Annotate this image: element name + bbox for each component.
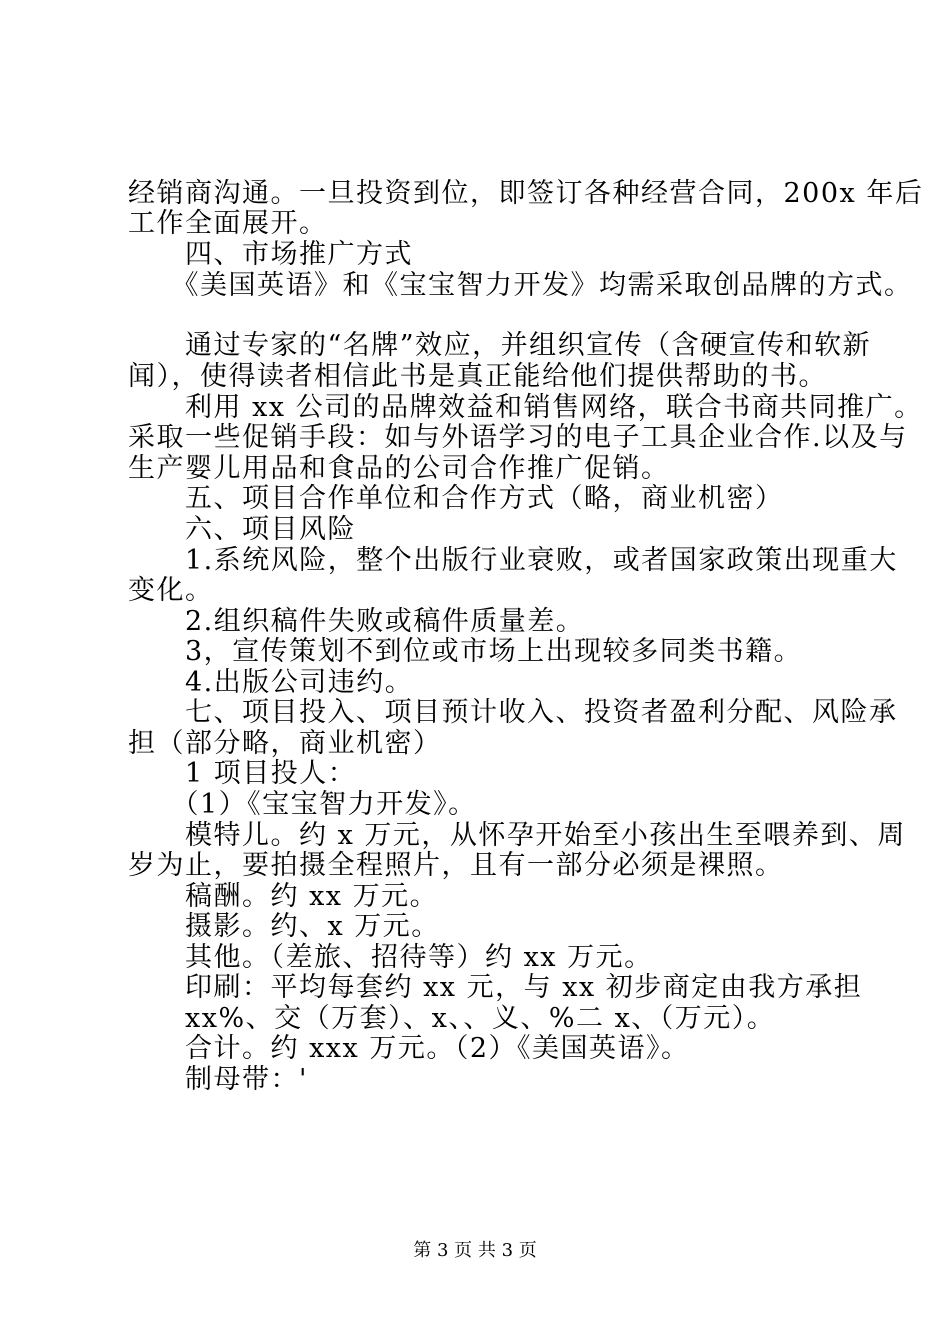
text-line: 采取一些促销手段：如与外语学习的电子工具企业合作.以及与 <box>128 422 908 453</box>
text-line: xx%、交（万套）、x、、义、%二 x、（万元）。 <box>128 1003 776 1034</box>
text-line: 稿酬。约 xx 万元。 <box>128 881 439 912</box>
text-line: 合计。约 xxx 万元。（2）《美国英语》。 <box>128 1033 690 1064</box>
text-line: 工作全面展开。 <box>128 208 328 239</box>
text-line: 担（部分略，商业机密） <box>128 728 442 759</box>
text-line: 其他。（差旅、招待等）约 xx 万元。 <box>128 942 653 973</box>
text-line: 摄影。约、x 万元。 <box>128 911 440 942</box>
page-footer: 第 3 页 共 3 页 <box>413 1240 537 1261</box>
text-line: 模特儿。约 x 万元，从怀孕开始至小孩出生至喂养到、周 <box>128 820 906 851</box>
text-line: 制母带：' <box>128 1064 308 1095</box>
text-line: 1 项目投人： <box>128 758 357 789</box>
text-line: 3，宣传策划不到位或市场上出现较多同类书籍。 <box>128 636 803 667</box>
text-line: 经销商沟通。一旦投资到位，即签订各种经营合同，200x 年后 <box>128 178 924 209</box>
text-line: 生产婴儿用品和食品的公司合作推广促销。 <box>128 453 670 484</box>
text-line: 通过专家的“名牌”效应，并组织宣传（含硬宣传和软新 <box>128 330 872 361</box>
text-line: 利用 xx 公司的品牌效益和销售网络，联合书商共同推广。 <box>128 392 923 423</box>
text-line: 4.出版公司违约。 <box>128 667 414 698</box>
text-line: 岁为止，要拍摄全程照片，且有一部分必须是裸照。 <box>128 850 784 881</box>
text-line: （1）《宝宝智力开发》。 <box>128 789 477 820</box>
text-line: 闻），使得读者相信此书是真正能给他们提供帮助的书。 <box>128 361 827 392</box>
text-line: 《美国英语》和《宝宝智力开发》均需采取创品牌的方式。 <box>128 270 913 301</box>
section-heading: 六、项目风险 <box>128 514 356 545</box>
section-heading: 五、项目合作单位和合作方式（略，商业机密） <box>128 483 784 514</box>
section-heading: 七、项目投入、项目预计收入、投资者盈利分配、风险承 <box>128 697 898 728</box>
text-line: 2.组织稿件失败或稿件质量差。 <box>128 606 585 637</box>
text-line: 变化。 <box>128 575 214 606</box>
text-line: 印刷：平均每套约 xx 元，与 xx 初步商定由我方承担 <box>128 972 863 1003</box>
text-line: 1.系统风险，整个出版行业衰败，或者国家政策出现重大 <box>128 545 898 576</box>
section-heading: 四、市场推广方式 <box>128 239 413 270</box>
